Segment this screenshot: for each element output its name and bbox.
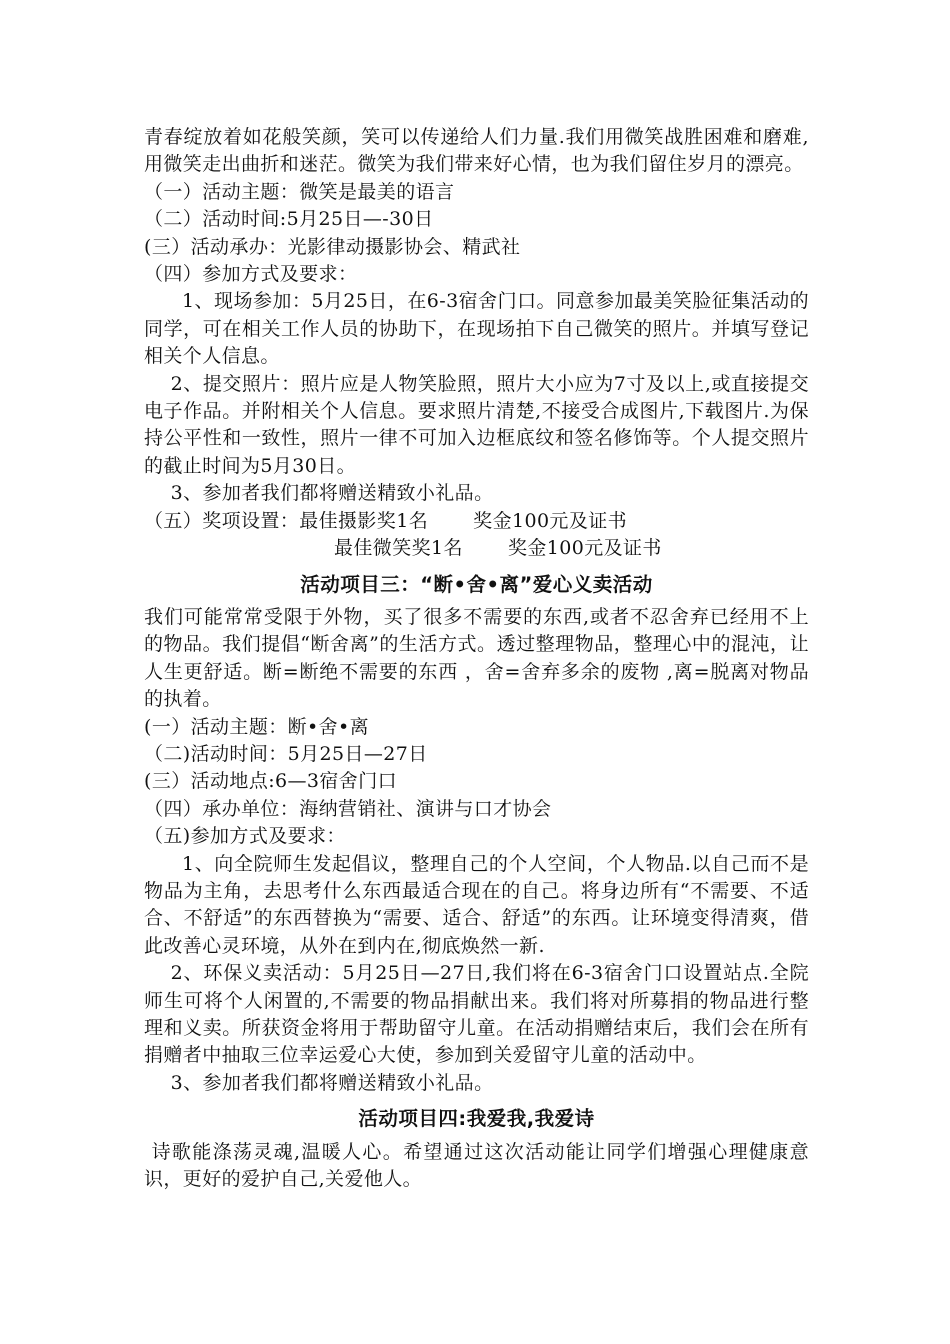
poetry-intro-paragraph: 诗歌能涤荡灵魂,温暖人心。希望通过这次活动能让同学们增强心理健康意识，更好的爱护自己,关爱他人。 (144, 1140, 809, 1191)
declutter-time-line: （二)活动时间：5月25日—27日 (144, 742, 428, 765)
declutter-theme-line: (一）活动主题：断•舍•离 (144, 715, 370, 738)
declutter-item-2: 2、环保义卖活动：5月25日—27日,我们将在6-3宿舍门口设置站点.全院师生可将个人闲置的,不需要的物品捐献出来。我们将对所募捐的物品进行整理和义卖。所获资金将用于帮助留守儿童。在活动捐赠结束后，我们会在所有捐赠者中抽取三位幸运爱心大使，参加到关爱留守儿童的活动中。 (144, 962, 809, 1067)
smile-item-3: 3、参加者我们都将赠送精致小礼品。 (170, 482, 494, 505)
smile-theme-line: （一）活动主题：微笑是最美的语言 (144, 180, 455, 203)
declutter-location-line: (三）活动地点:6—3宿舍门口 (144, 770, 397, 793)
declutter-method-line: （五)参加方式及要求： (144, 825, 346, 848)
smile-time-line: （二）活动时间:5月25日—-30日 (144, 208, 434, 231)
smile-award-line-2: 最佳微笑奖1名 奖金100元及证书 (334, 537, 662, 560)
declutter-item-1: 1、向全院师生发起倡议，整理自己的个人空间，个人物品.以自己而不是物品为主角，去思考什么东西最适合现在的自己。将身边所有“不需要、不适合、不舒适”的东西替换为“需要、适合、舒适”的东西。让环境变得清爽，借此改善心灵环境，从外在到内在,彻底焕然一新. (144, 852, 809, 957)
declutter-intro-paragraph: 我们可能常常受限于外物，买了很多不需要的东西,或者不忍舍弃已经用不上的物品。我们提倡“断舍离”的生活方式。透过整理物品，整理心中的混沌，让人生更舒适。断=断绝不需要的东西 ，舍=舍弃多余的废物 ,离=脱离对物品的执着。 (144, 605, 809, 711)
smile-organizer-line: (三）活动承办：光影律动摄影协会、精武社 (144, 235, 521, 258)
document-body (144, 124, 809, 1193)
smile-intro-paragraph: 青春绽放着如花般笑颜，笑可以传递给人们力量.我们用微笑战胜困难和磨难,用微笑走出曲折和迷茫。微笑为我们带来好心情，也为我们留住岁月的漂亮。 (144, 126, 809, 176)
smile-award-line-1: （五）奖项设置：最佳摄影奖1名 奖金100元及证书 (144, 509, 628, 532)
declutter-item-3: 3、参加者我们都将赠送精致小礼品。 (170, 1071, 494, 1094)
smile-item-1: 1、现场参加：5月25日，在6-3宿舍门口。同意参加最美笑脸征集活动的同学，可在相关工作人员的协助下，在现场拍下自己微笑的照片。并填写登记相关个人信息。 (144, 290, 809, 368)
smile-method-line: （四）参加方式及要求： (144, 263, 358, 286)
smile-item-2: 2、提交照片：照片应是人物笑脸照，照片大小应为7寸及以上,或直接提交电子作品。并附相关个人信息。要求照片清楚,不接受合成图片,下载图片.为保持公平性和一致性，照片一律不可加入边框底纹和签名修饰等。个人提交照片的截止时间为5月30日。 (144, 372, 809, 477)
section-heading-3: 活动项目三：“断•舍•离”爱心义卖活动 (300, 572, 653, 596)
declutter-organizer-line: （四）承办单位：海纳营销社、演讲与口才协会 (144, 797, 552, 820)
section-heading-4: 活动项目四:我爱我,我爱诗 (358, 1107, 595, 1131)
